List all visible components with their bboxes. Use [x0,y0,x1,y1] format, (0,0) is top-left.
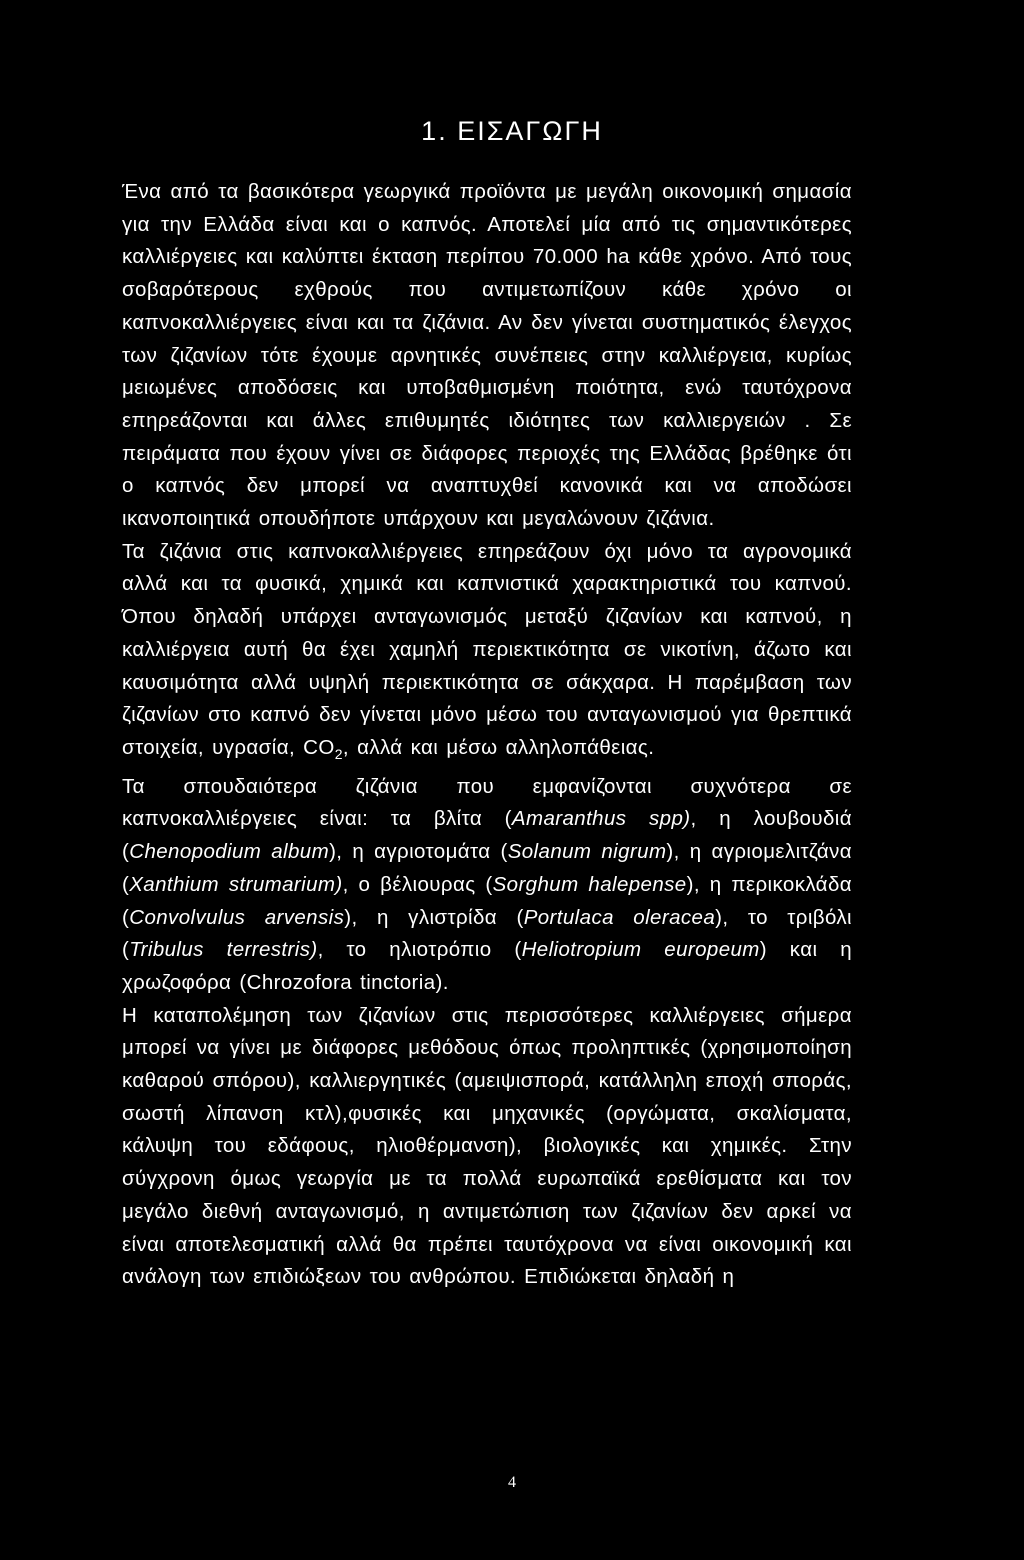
weeds-text-9: , το ηλιοτρόπιο ( [317,938,522,962]
species-convolvulus: Convolvulus arvensis [129,905,345,929]
species-tribulus: Tribulus terrestris) [129,938,318,962]
paragraph-intro [122,176,852,536]
paragraph-effects-text: Τα ζιζάνια στις καπνοκαλλιέργειες επηρεάζουν όχι μόνο τα αγρονομικά αλλά και τα φυσικά, χημικά και καπνιστικά χαρακτηριστικά του καπνού. Όπου δηλαδή υπάρχει ανταγωνισμός μεταξύ ζιζανίων και καπνού, η καλλιέργεια αυτή θα έχει χαμηλή περιεκτικότητα σε νικοτίνη, άζωτο και καυσιμότητα αλλά υψηλή περιεκτικότητα σε σάκχαρα. Η παρέμβαση των ζιζανίων στο καπνό δεν γίνεται μόνο μέσω του ανταγωνισμού για θρεπτικά στοιχεία, υγρασία, CO [122,539,852,759]
species-sorghum: Sorghum halepense [492,872,687,896]
section-heading: 1. ΕΙΣΑΓΩΓΗ [421,116,603,146]
weeds-text-7: ), η γλιστρίδα ( [344,905,524,929]
weeds-text-1: Τα σπουδαιότερα ζιζάνια που εμφανίζονται συχνότερα σε καπνοκαλλιέργειες είναι: τα βλίτα ( [122,774,852,831]
co2-subscript: 2 [334,746,343,763]
weeds-text-2: , η λουβουδιά ( [122,807,852,864]
paragraph-intro-text: Ένα από τα βασικότερα γεωργικά προϊόντα με μεγάλη οικονομική σημασία για την Ελλάδα είναι και ο καπνός. Αποτελεί μία από τις σημαντικότερες καλλιέργειες και καλύπτει έκταση περίπου 70.000 ha κάθε χρόνο. Από τους σοβαρότερους εχθρούς που αντιμετωπίζουν κάθε χρόνο οι καπνοκαλλιέργειες είναι και τα ζιζάνια. Αν δεν γίνεται συστηματικός έλεγχος των ζιζανίων τότε έχουμε αρνητικές συνέπειες στην καλλιέργεια, κυρίως μειωμένες αποδόσεις και υποβαθμισμένη ποιότητα, ενώ ταυτόχρονα επηρεάζονται και άλλες επιθυμητές ιδιότητες των καλλιεργειών . Σε πειράματα που έχουν γίνει σε διάφορες περιοχές της Ελλάδας βρέθηκε ότι ο καπνός δεν μπορεί να αναπτυχθεί κανονικά και να αποδώσει ικανοποιητικά οπουδήποτε υπάρχουν και μεγαλώνουν ζιζάνια. [122,180,852,531]
page-number: 4 [508,1474,516,1491]
body-text [122,176,852,1294]
weeds-text-8: ), το τριβόλι ( [122,905,852,962]
weeds-text-5: , ο βέλιουρας ( [342,872,493,896]
paragraph-control [122,1000,852,1294]
species-chenopodium: Chenopodium album [129,840,330,864]
weeds-text-10: ) και η χρωζοφόρα (Chrozofora tinctoria). [122,938,853,994]
paragraph-effects-tail: , αλλά και μέσω αλληλοπάθειας. [342,735,655,759]
paragraph-control-text: Η καταπολέμηση των ζιζανίων στις περισσότερες καλλιέργειες σήμερα μπορεί να γίνει με διάφορες μεθόδους όπως προληπτικές (χρησιμοποίηση καθαρού σπόρου), καλλιεργητικές (αμειψισπορά, κατάλληλη εποχή σποράς, σωστή λίπανση κτλ),φυσικές και μηχανικές (οργώματα, σκαλίσματα, κάλυψη του εδάφους, ηλιοθέρμανση), βιολογικές και χημικές. Στην σύγχρονη όμως γεωργία με τα πολλά ευρωπαϊκά ερεθίσματα και τον μεγάλο διεθνή ανταγωνισμό, η αντιμετώπιση των ζιζανίων δεν αρκεί να είναι αποτελεσματική αλλά θα πρέπει ταυτόχρονα να είναι οικονομική και ανάλογη των επιδιώξεων του ανθρώπου. Επιδιώκεται δηλαδή η [122,1003,852,1289]
weeds-text-4: ), η αγριομελιτζάνα ( [122,840,852,896]
species-solanum: Solanum nigrum [507,840,667,864]
species-portulaca: Portulaca oleracea [523,905,716,929]
species-heliotropium: Heliotropium europeum [521,938,760,962]
paragraph-weeds [122,771,852,1000]
weeds-text-3: ), η αγριοτομάτα ( [329,840,508,864]
species-xanthium: Xanthium strumarium) [129,872,343,896]
weeds-text-6: ), η περικοκλάδα ( [122,872,853,929]
species-amaranthus: Amaranthus spp) [511,807,691,831]
paragraph-effects [122,536,852,771]
